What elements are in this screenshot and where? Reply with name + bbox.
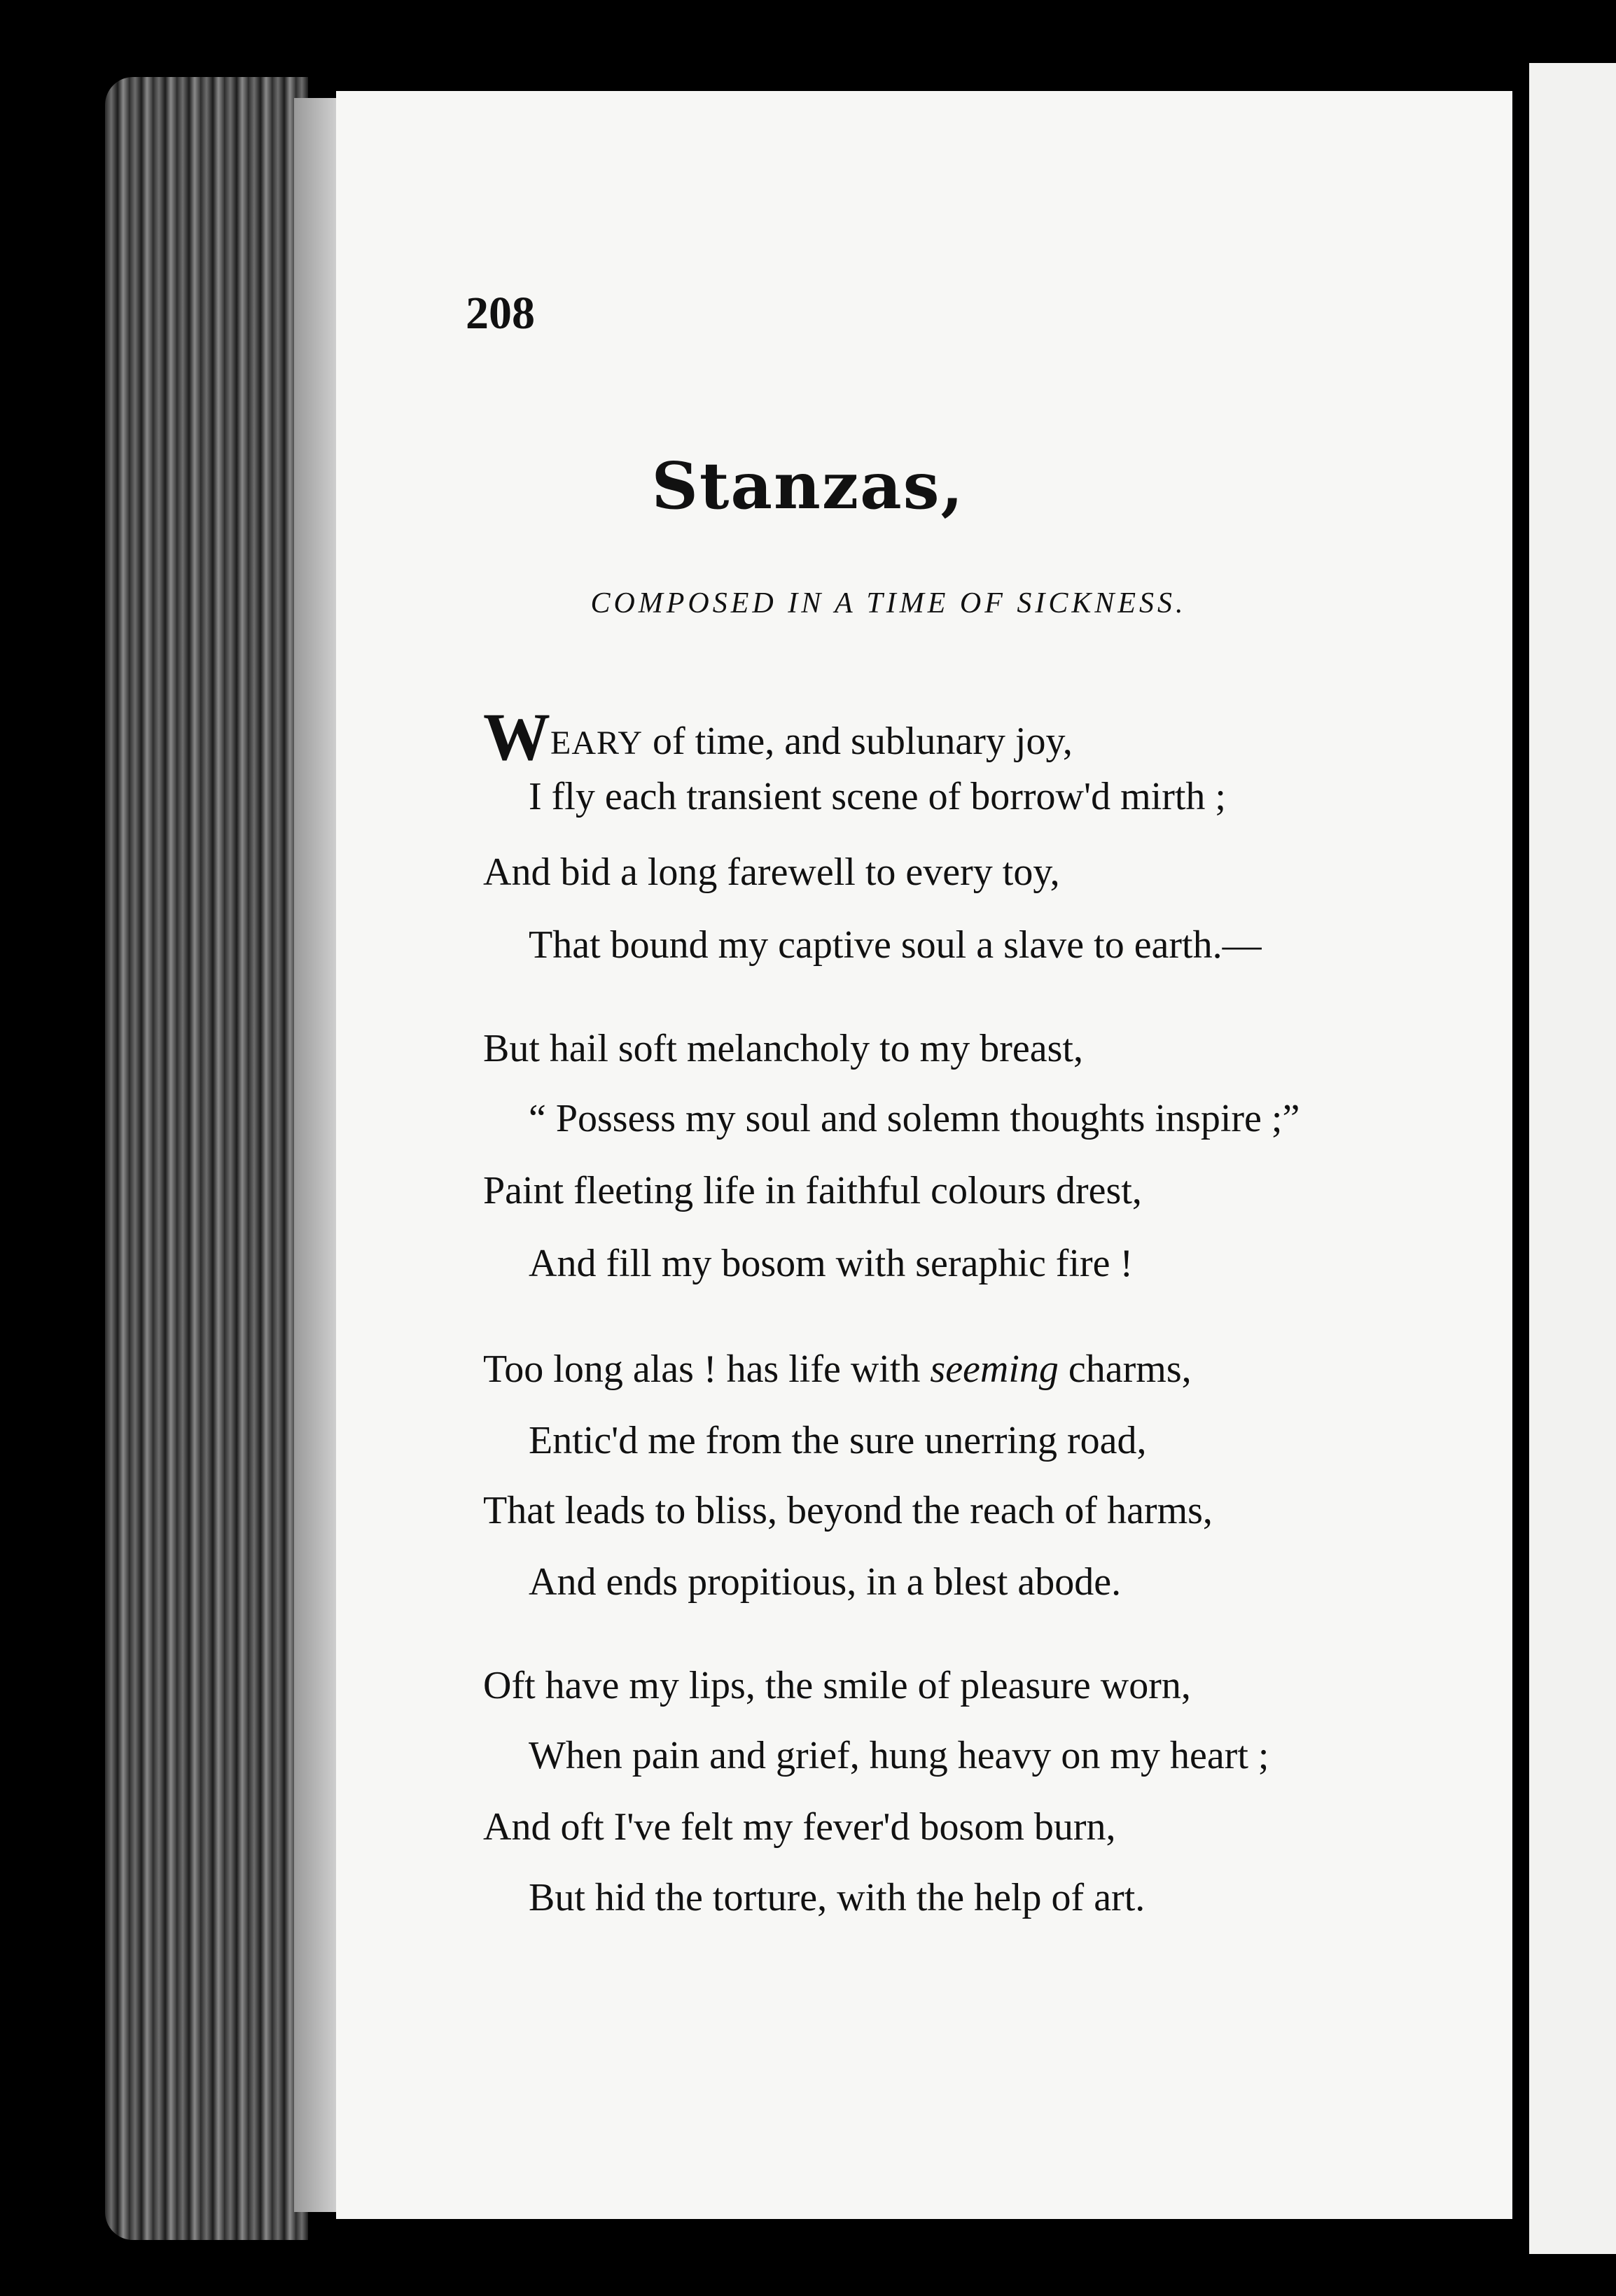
drop-cap: W [483, 699, 550, 774]
poem-line: “ Possess my soul and solemn thoughts inspire ;” [529, 1097, 1300, 1140]
poem-line: And fill my bosom with seraphic fire ! [529, 1242, 1134, 1285]
poem-line: That leads to bliss, beyond the reach of harms, [483, 1489, 1213, 1532]
poem-line [483, 1350, 1192, 1389]
poem-line: Oft have my lips, the smile of pleasure worn, [483, 1664, 1191, 1707]
italic-word: seeming [930, 1348, 1059, 1391]
poem-title: Stanzas, [651, 448, 965, 524]
poem-line: Entic'd me from the sure unerring road, [529, 1419, 1147, 1462]
line-text: charms, [1058, 1348, 1192, 1391]
poem-line: And ends propitious, in a blest abode. [529, 1560, 1122, 1604]
poem-line: I fly each transient scene of borrow'd mirth ; [529, 775, 1226, 818]
poem-line: But hail soft melancholy to my breast, [483, 1027, 1083, 1070]
poem-line: But hid the torture, with the help of art. [529, 1876, 1145, 1919]
poem-line [483, 699, 1073, 774]
line-text: Too long alas ! has life with [483, 1348, 931, 1391]
small-caps-word: EARY [550, 724, 643, 762]
poem-line: That bound my captive soul a slave to earth.— [529, 923, 1262, 967]
page-number: 208 [466, 288, 535, 339]
poem-subtitle: COMPOSED IN A TIME OF SICKNESS. [590, 587, 1187, 620]
poem-line: Paint fleeting life in faithful colours drest, [483, 1169, 1142, 1212]
poem-line: When pain and grief, hung heavy on my heart ; [529, 1734, 1269, 1777]
poem-line: And oft I've felt my fever'd bosom burn, [483, 1805, 1116, 1849]
line-text: of time, and sublunary joy, [643, 720, 1073, 763]
poem-line: And bid a long farewell to every toy, [483, 850, 1060, 894]
